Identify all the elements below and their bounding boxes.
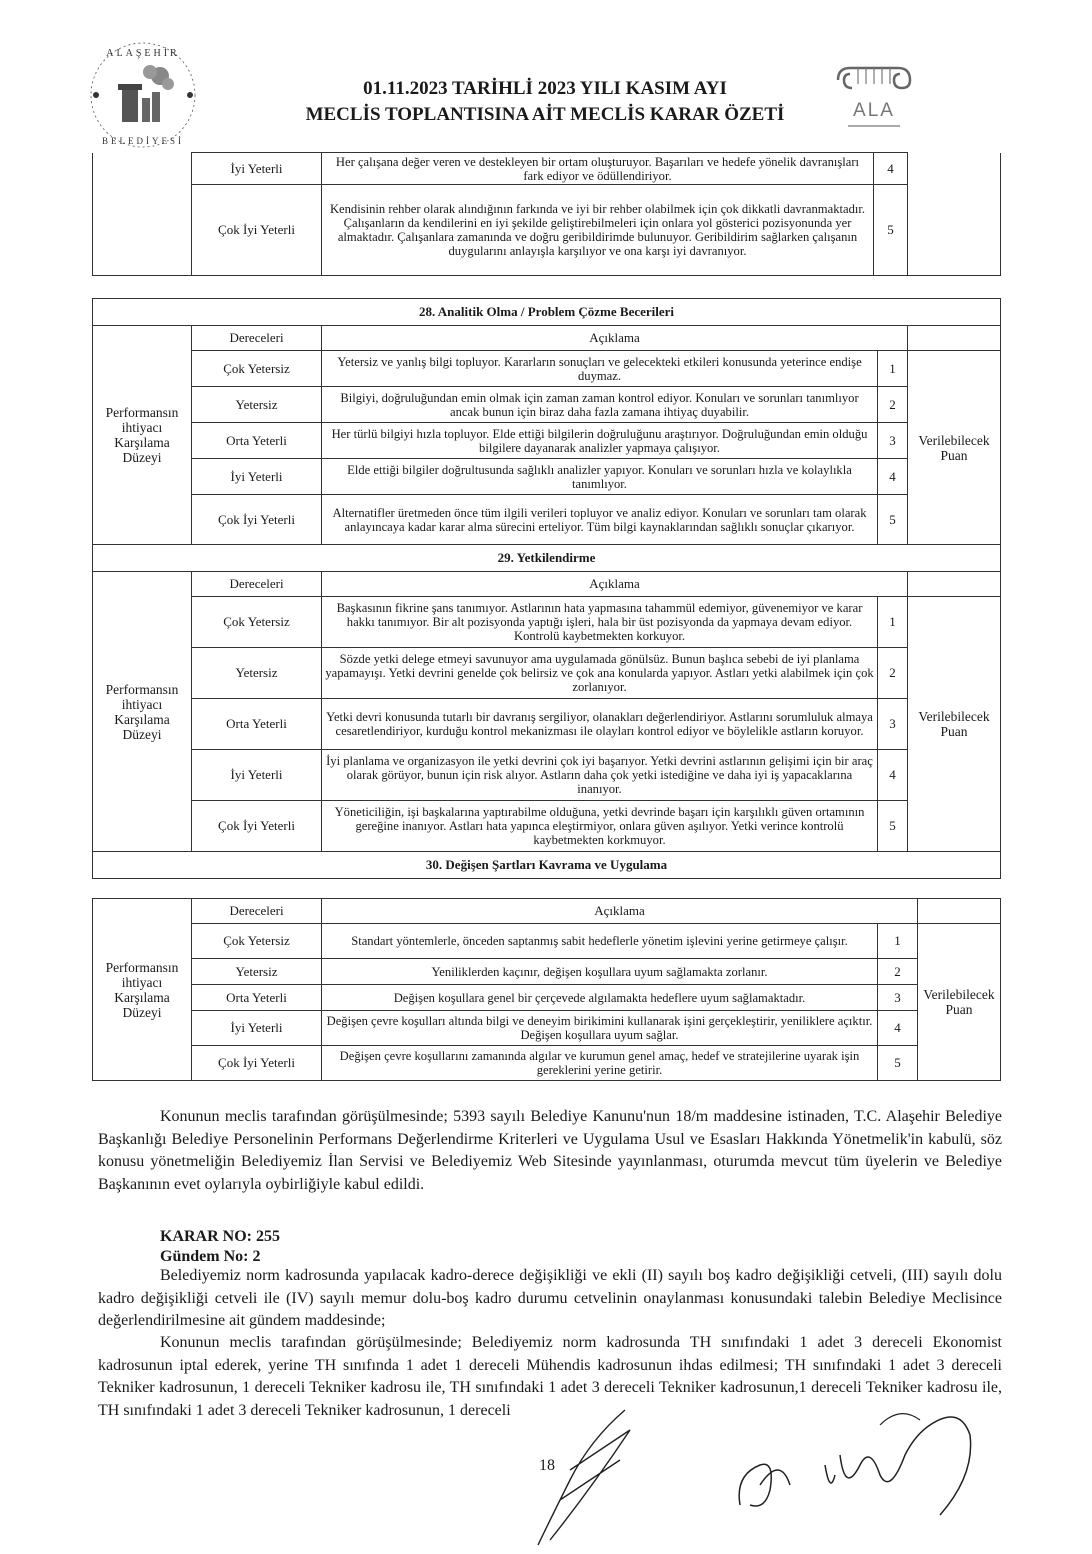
alasehir-municipality-logo [88, 40, 198, 150]
description-cell: Yetersiz ve yanlış bilgi topluyor. Kararların sonuçları ve gelecekteki etkileri konusunda yeterince endişe duymaz. [322, 351, 878, 387]
table-row [93, 1046, 1001, 1081]
table-row [93, 648, 1001, 699]
section-title-row [93, 545, 1001, 572]
col-header-desc: Açıklama [322, 899, 918, 924]
performance-level-label: Performansın ihtiyacı Karşılama Düzeyi [93, 326, 192, 545]
score-cell: 5 [878, 801, 908, 852]
grade-cell: İyi Yeterli [192, 1011, 322, 1046]
col-header-desc: Açıklama [322, 572, 908, 597]
score-cell: 2 [878, 648, 908, 699]
description-cell: Başkasının fikrine şans tanımıyor. Astlarının hata yapmasına tahammül edemiyor, güvenemiyor ve karar hakkı tanımıyor. Bir alt pozisyonda yaptığı işleri, hala bir üst pozisyonda da yapmaya devam ediyor. Kontrolü kaybetmekten korkuyor. [322, 597, 878, 648]
description-cell: Yöneticiliğin, işi başkalarına yaptırabilme olduğuna, yetki devrinde başarı için karşılıklı güven ortamının gereğine inanıyor. Astları hata yapınca eleştirmiyor, onlara güven aşılıyor. Yetki verince kontrolü kaybetmekten korkmuyor. [322, 801, 878, 852]
score-cell: 5 [878, 1046, 918, 1081]
grade-cell: Yetersiz [192, 959, 322, 985]
continued-criteria-table [92, 152, 1001, 276]
grade-cell: Çok Yetersiz [192, 597, 322, 648]
decision-paragraph-2: Konunun meclis tarafından görüşülmesinde; Belediyemiz norm kadrosunda TH sınıfındaki 1 adet 3 dereceli Ekonomist kadrosunun iptal ederek, yerine TH sınıfında 1 adet 1 dereceli Mühendis kadrosunun ihdas edilmesi; TH sınıfındaki 1 adet 3 dereceli Tekniker kadrosunun, 1 dereceli Tekniker kadrosu ile, TH sınıfındaki 1 adet 3 dereceli Tekniker kadrosunun,1 dereceli Tekniker kadrosu ile, TH sınıfındaki 1 adet 3 dereceli Tekniker kadrosunun, 1 dereceli [98, 1334, 1002, 1419]
title-line-2: MECLİS TOPLANTISINA AİT MECLİS KARAR ÖZETİ [305, 104, 785, 125]
table-row [93, 153, 1001, 185]
grade-cell: Çok İyi Yeterli [192, 185, 322, 276]
score-cell: 5 [874, 185, 908, 276]
grade-cell: Çok İyi Yeterli [192, 495, 322, 545]
grade-cell: Çok İyi Yeterli [192, 801, 322, 852]
score-cell: 1 [878, 351, 908, 387]
grade-cell: Orta Yeterli [192, 699, 322, 750]
table-row [93, 459, 1001, 495]
page-header [0, 0, 1092, 150]
description-cell: Her türlü bilgiyi hızla topluyor. Elde ettiği bilgilerin doğruluğunu araştırıyor. Doğruluğundan emin olduğu bilgilere dayanarak analizler yapmaya çalışıyor. [322, 423, 878, 459]
score-cell: 5 [878, 495, 908, 545]
grade-cell: Çok Yetersiz [192, 924, 322, 959]
description-cell: Değişen çevre koşulları altında bilgi ve deneyim birikimini kullanarak işini gerçekleştirir, yeniliklere açıktır. Değişen koşullara uyum sağlar. [322, 1011, 878, 1046]
page-title [230, 76, 860, 128]
description-cell: Her çalışana değer veren ve destekleyen bir ortam oluşturuyor. Başarıları ve hedefe yönelik davranışları fark ediyor ve ödüllendiriyor. [322, 153, 874, 185]
performance-level-label: Performansın ihtiyacı Karşılama Düzeyi [93, 899, 192, 1081]
table-row [93, 801, 1001, 852]
agenda-number: Gündem No: 2 [160, 1248, 261, 1265]
signature-2 [730, 1395, 990, 1525]
score-cell: 4 [878, 459, 908, 495]
ala-column-logo [828, 60, 920, 132]
svg-text:ALAŞEHİR: ALAŞEHİR [106, 48, 180, 59]
grade-cell: Çok Yetersiz [192, 351, 322, 387]
table-header-row [93, 899, 1001, 924]
table-row [93, 351, 1001, 387]
section-30-title: 30. Değişen Şartları Kavrama ve Uygulama [93, 852, 1001, 879]
description-cell: Sözde yetki delege etmeyi savunuyor ama uygulamada gönülsüz. Bunun başlıca sebebi de iyi planlama yapamayışı. Yetki devrini genelde çok belirsiz ve çok ana konularda yapıyor. Astları yetki alabilmek için çok zorlanıyor. [322, 648, 878, 699]
table-row [93, 185, 1001, 276]
score-cell: 4 [878, 750, 908, 801]
description-cell: Standart yöntemlerle, önceden saptanmış sabit hedeflerle yönetim işlevini yerine getirmeye çalışır. [322, 924, 878, 959]
grade-cell: İyi Yeterli [192, 459, 322, 495]
col-header-desc: Açıklama [322, 326, 908, 351]
score-cell: 1 [878, 924, 918, 959]
table-row [93, 597, 1001, 648]
criteria-table-28-29 [92, 298, 1001, 879]
grade-cell: Yetersiz [192, 648, 322, 699]
grade-cell: İyi Yeterli [192, 750, 322, 801]
score-cell: 2 [878, 959, 918, 985]
score-cell: 1 [878, 597, 908, 648]
description-cell: Bilgiyi, doğruluğundan emin olmak için zaman zaman kontrol ediyor. Konuları ve sorunları tanımlıyor ancak bunun için biraz daha fazla zamana ihtiyaç duyabilir. [322, 387, 878, 423]
table-row [93, 423, 1001, 459]
performance-level-label: Performansın ihtiyacı Karşılama Düzeyi [93, 572, 192, 852]
table-row [93, 387, 1001, 423]
section-28-title: 28. Analitik Olma / Problem Çözme Becerileri [93, 299, 1001, 326]
description-cell: Kendisinin rehber olarak alındığının farkında ve iyi bir rehber olabilmek için çok dikkatli davranmaktadır. Çalışanların da kendilerini en iyi şekilde geliştirebilmeleri için onlara yol gösterici pozisyonunda yer almaktadır. Çalışanlara zamanında ve doğru geribildirimde bulunuyor. Geribildirim sağlarken çalışanın duygularını anlayışla karşılıyor ve ona karşı iyi davranıyor. [322, 185, 874, 276]
table-header-row [93, 572, 1001, 597]
col-header-grade: Dereceleri [192, 572, 322, 597]
score-cell: 3 [878, 985, 918, 1011]
table-header-row [93, 326, 1001, 351]
grade-cell: Orta Yeterli [192, 985, 322, 1011]
description-cell: İyi planlama ve organizasyon ile yetki devrini çok iyi başarıyor. Yetki devrini astlarının gelişimi için bir araç olarak görüyor, bunun için risk alıyor. Astların daha çok yetki istediğine ve daha iyi iş yapacaklarına inanıyor. [322, 750, 878, 801]
score-cell: 3 [878, 699, 908, 750]
score-cell: 2 [878, 387, 908, 423]
score-cell: 3 [878, 423, 908, 459]
grade-cell: Yetersiz [192, 387, 322, 423]
grade-cell: İyi Yeterli [192, 153, 322, 185]
table-row [93, 1011, 1001, 1046]
svg-text:BELEDİYESİ: BELEDİYESİ [102, 136, 184, 146]
score-cell: 4 [878, 1011, 918, 1046]
decision-paragraph-1: Konunun meclis tarafından görüşülmesinde; 5393 sayılı Belediye Kanunu'nun 18/m maddesine istinaden, T.C. Alaşehir Belediye Başkanlığı Belediye Personelinin Performans Değerlendirme Kriterleri ve Uygulama Usul ve Esasları Hakkında Yönetmelik'in kabulü, söz konusu yönetmeliğin Belediyemiz İlan Servisi ve Belediyemiz Web Sitesinde yayınlanması, oturumda mevcut tüm üyelerin ve Belediye Başkanının evet oylarıyla oybirliğiyle kabul edildi. [98, 1108, 1002, 1193]
possible-score-label: Verilebilecek Puan [908, 351, 1001, 545]
col-header-grade: Dereceleri [192, 326, 322, 351]
description-cell: Elde ettiği bilgiler doğrultusunda sağlıklı analizler yapıyor. Konuları ve sorunları hızla ve kolaylıkla tanımlıyor. [322, 459, 878, 495]
score-cell: 4 [874, 153, 908, 185]
agenda-paragraph: Belediyemiz norm kadrosunda yapılacak kadro-derece değişikliği ve ekli (II) sayılı boş kadro değişikliği cetveli, (III) sayılı dolu kadro değişikliği cetveli ile (IV) sayılı memur dolu-boş kadro durumu cetvelinin onaylanması konusundaki talebin Belediye Meclisince değerlendirilmesine ait gündem maddesinde; [98, 1267, 1002, 1329]
title-line-1: 01.11.2023 TARİHLİ 2023 YILI KASIM AYI [363, 78, 727, 99]
section-29-title: 29. Yetkilendirme [93, 545, 1001, 572]
possible-score-label: Verilebilecek Puan [918, 924, 1001, 1081]
decision-number: KARAR NO: 255 [160, 1228, 280, 1245]
description-cell: Yetki devri konusunda tutarlı bir davranış sergiliyor, olanakları değerlendiriyor. Astlarını sorumluluk almaya cesaretlendiriyor, kurduğu kontrol mekanizması ile olayları kontrol ediyor ve böylelikle astların koruyor. [322, 699, 878, 750]
table-row [93, 495, 1001, 545]
table-row [93, 750, 1001, 801]
description-cell: Değişen çevre koşullarını zamanında algılar ve kurumun genel amaç, hedef ve stratejilerine uyarak işin gereklerini yerine getirir. [322, 1046, 878, 1081]
section-title-row [93, 852, 1001, 879]
col-header-grade: Dereceleri [192, 899, 322, 924]
table-row [93, 959, 1001, 985]
table-row [93, 699, 1001, 750]
description-cell: Yeniliklerden kaçınır, değişen koşullara uyum sağlamakta zorlanır. [322, 959, 878, 985]
section-title-row [93, 299, 1001, 326]
signature-1 [530, 1400, 640, 1550]
description-cell: Değişen koşullara genel bir çerçevede algılamakta hedeflere uyum sağlamaktadır. [322, 985, 878, 1011]
page-number: 18 [539, 1457, 555, 1474]
description-cell: Alternatifler üretmeden önce tüm ilgili verileri topluyor ve analiz ediyor. Konuları ve sorunları tam olarak anlayıncaya kadar karar alma sürecini erteliyor. Tüm bilgi kaynaklarından sağlıklı sonuçlar çıkarıyor. [322, 495, 878, 545]
possible-score-label: Verilebilecek Puan [908, 597, 1001, 852]
criteria-table-30 [92, 898, 1001, 1081]
table-row [93, 985, 1001, 1011]
grade-cell: Çok İyi Yeterli [192, 1046, 322, 1081]
grade-cell: Orta Yeterli [192, 423, 322, 459]
table-row [93, 924, 1001, 959]
svg-text:ALA: ALA [853, 100, 895, 121]
